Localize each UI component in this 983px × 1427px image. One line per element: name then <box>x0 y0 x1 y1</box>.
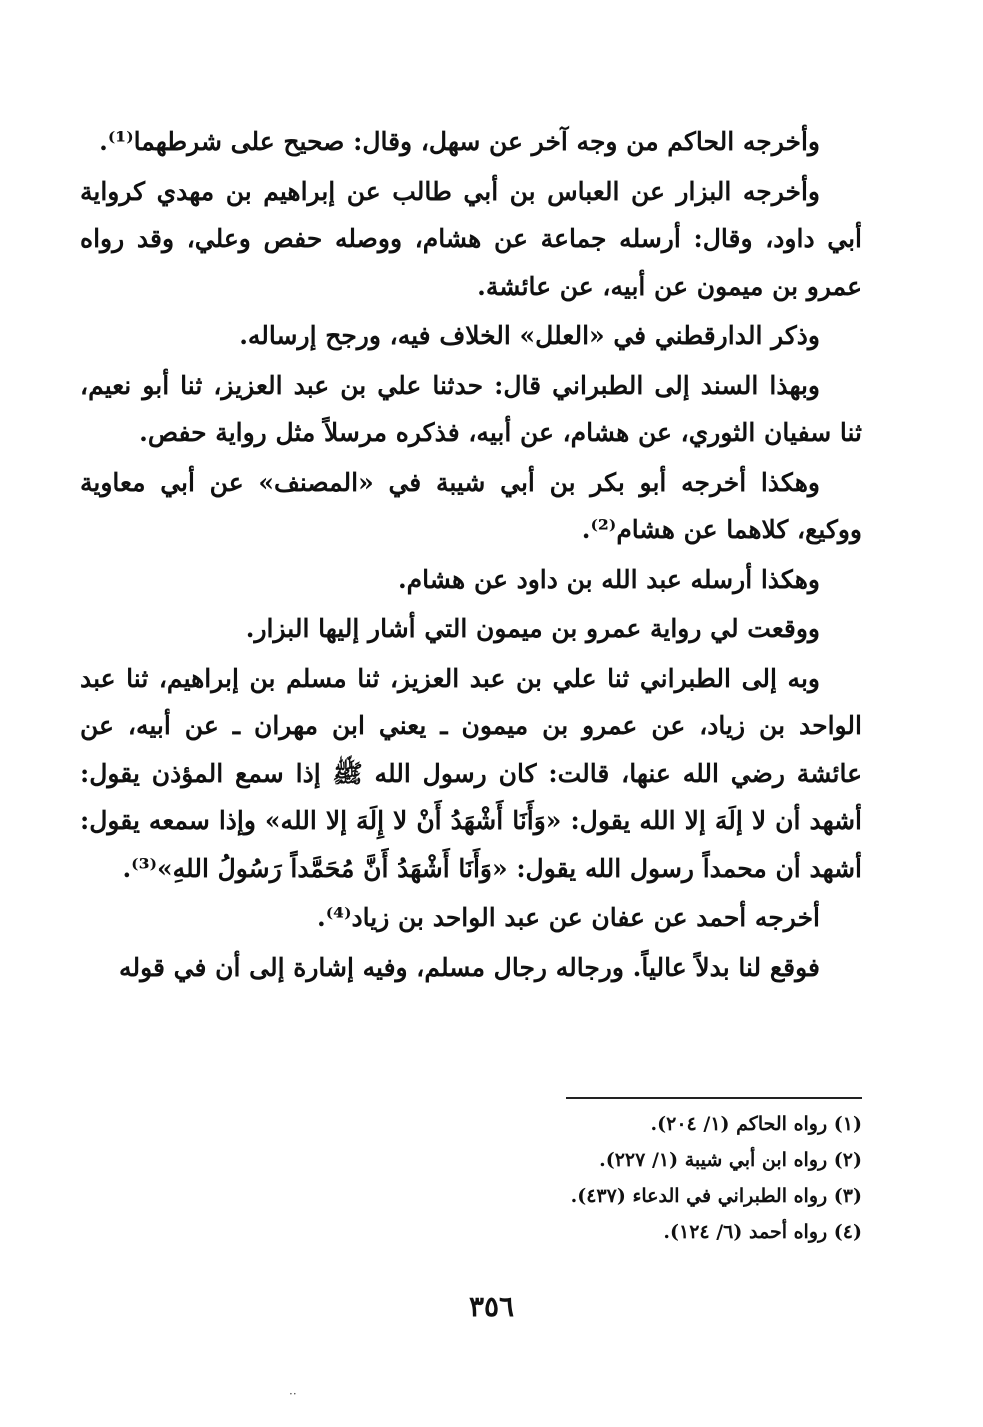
paragraph-8: وبه إلى الطبراني ثنا علي بن عبد العزيز، ثنا مسلم بن إبراهيم، ثنا عبد الواحد بن زياد، عن عمرو بن ميمون ـ يعني ابن مهران ـ عن أبيه، عن عائشة رضي الله عنها، قالت: كان رسول الله ﷺ إذا سمع المؤذن يقول: أشهد أن لا إلَهَ إلا الله يقول: «وَأَنَا أَشْهَدُ أَنْ لا إِلَهَ إلا الله» وإذا سمعه يقول: أشهد أن محمداً رسول الله يقول: «وَأَنَا أَشْهَدُ أَنَّ مُحَمَّداً رَسُولُ اللهِ»⁽³⁾. <box>80 663 862 883</box>
paragraph-10: فوقع لنا بدلاً عالياً. ورجاله رجال مسلم، وفيه إشارة إلى أن في قوله <box>119 952 820 982</box>
footnote-divider <box>566 1097 862 1099</box>
paragraph-2: وأخرجه البزار عن العباس بن أبي طالب عن إبراهيم بن مهدي كرواية أبي داود، وقال: أرسله جماعة عن هشام، ووصله حفص وعلي، وقد رواه عمرو بن ميمون عن أبيه، عن عائشة. <box>80 176 862 301</box>
paragraph-9: أخرجه أحمد عن عفان عن عبد الواحد بن زياد⁽⁴⁾. <box>316 903 820 932</box>
footnote-3: (٣) رواه الطبراني في الدعاء (٤٣٧). <box>570 1185 862 1207</box>
paragraph-3: وذكر الدارقطني في «العلل» الخلاف فيه، ورجح إرساله. <box>239 321 820 350</box>
paragraph-4: وبهذا السند إلى الطبراني قال: حدثنا علي بن عبد العزيز، ثنا أبو نعيم، ثنا سفيان الثوري، عن هشام، عن أبيه، فذكره مرسلاً مثل رواية حفص. <box>80 370 862 447</box>
paragraph-6: وهكذا أرسله عبد الله بن داود عن هشام. <box>397 564 820 594</box>
footnote-2: (٢) رواه ابن أبي شيبة (١/ ٢٢٧). <box>599 1149 862 1171</box>
paragraph-7: ووقعت لي رواية عمرو بن ميمون التي أشار إليها البزار. <box>245 614 820 643</box>
paragraph-5: وهكذا أخرجه أبو بكر بن أبي شيبة في «المصنف» عن أبي معاوية ووكيع، كلاهما عن هشام⁽²⁾. <box>80 467 862 544</box>
footnotes <box>571 1106 862 1250</box>
page-number: ٣٥٦ <box>468 1290 515 1323</box>
footnote-1: (١) رواه الحاكم (١/ ٢٠٤). <box>650 1113 862 1135</box>
footnote-4: (٤) رواه أحمد (٦/ ١٢٤). <box>663 1221 862 1243</box>
scan-speck: ·· <box>289 1387 297 1401</box>
main-text <box>80 118 862 993</box>
paragraph-1: وأخرجه الحاكم من وجه آخر عن سهل، وقال: صحيح على شرطهما⁽¹⁾. <box>99 127 820 156</box>
